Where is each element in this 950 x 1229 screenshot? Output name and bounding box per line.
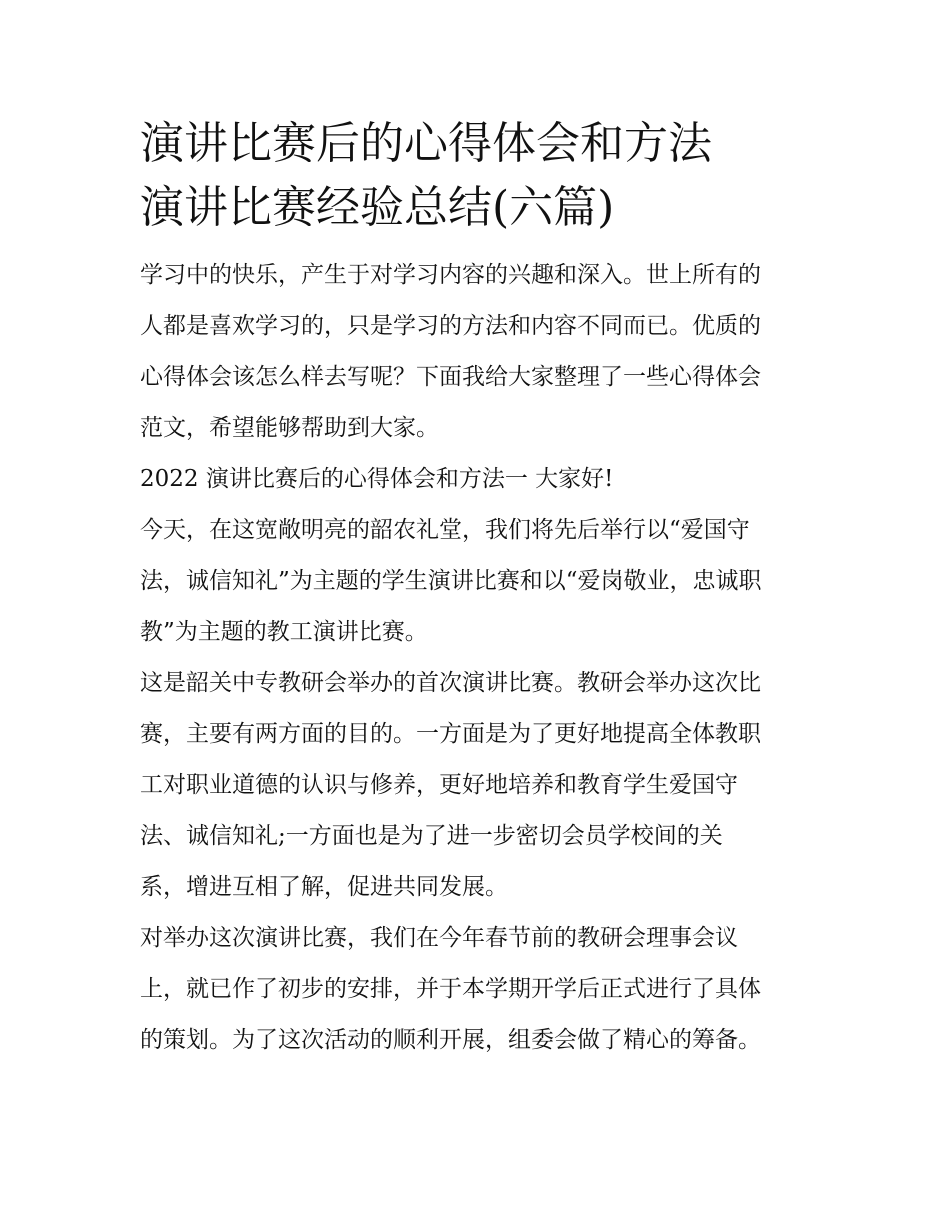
title-line-2: 演讲比赛经验总结(六篇) [140, 182, 615, 233]
text-line: 这是韶关中专教研会举办的首次演讲比赛。教研会举办这次比 [140, 670, 761, 696]
paragraph-intro [140, 250, 812, 454]
text-line: 上，就已作了初步的安排，并于本学期开学后正式进行了具体 [140, 976, 761, 1002]
text-line: 赛，主要有两方面的目的。一方面是为了更好地提高全体教职 [140, 721, 761, 747]
paragraph-section-heading [140, 454, 812, 505]
text-line: 心得体会该怎么样去写呢？下面我给大家整理了一些心得体会 [140, 364, 761, 390]
text-line: 今天，在这宽敞明亮的韶农礼堂，我们将先后举行以“爱国守 [140, 517, 750, 543]
document-body [140, 250, 812, 1066]
text-line: 学习中的快乐，产生于对学习内容的兴趣和深入。世上所有的 [140, 262, 761, 288]
text-line: 人都是喜欢学习的，只是学习的方法和内容不同而已。优质的 [140, 313, 761, 339]
text-line: 法，诚信知礼”为主题的学生演讲比赛和以“爱岗敬业，忠诚职 [140, 568, 762, 594]
text-line: 的策划。为了这次活动的顺利开展，组委会做了精心的筹备。 [140, 1027, 761, 1053]
text-line: 教”为主题的教工演讲比赛。 [140, 619, 428, 645]
title-line-1: 演讲比赛后的心得体会和方法 [140, 118, 712, 169]
text-line: 对举办这次演讲比赛，我们在今年春节前的教研会理事会议 [140, 925, 738, 951]
text-line: 工对职业道德的认识与修养，更好地培养和教育学生爱国守 [140, 772, 738, 798]
paragraph-preparation [140, 913, 812, 1066]
document-title [140, 112, 812, 240]
section-heading: 2022 演讲比赛后的心得体会和方法一 大家好! [140, 466, 614, 492]
text-line: 法、诚信知礼;一方面也是为了进一步密切会员学校间的关 [140, 823, 723, 849]
paragraph-purpose [140, 658, 812, 913]
text-line: 范文，希望能够帮助到大家。 [140, 415, 439, 441]
paragraph-opening [140, 505, 812, 658]
text-line: 系，增进互相了解，促进共同发展。 [140, 874, 508, 900]
